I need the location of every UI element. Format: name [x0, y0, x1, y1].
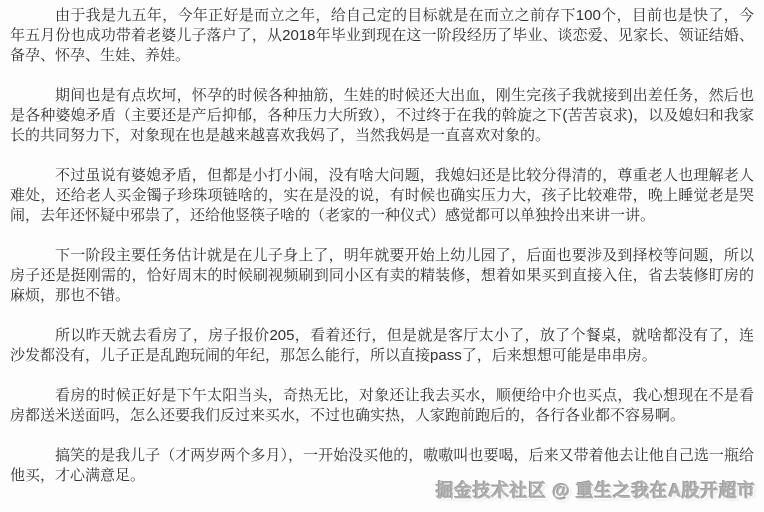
paragraph-5: 所以昨天就去看房了，房子报价205，看着还行，但是就是客厅太小了，放了个餐桌，就啥都没有了，连沙发都没有，儿子正是乱跑玩闹的年纪，那怎么能行，所以直接pass了，后来想想可能是串串房。 — [10, 327, 754, 364]
site-watermark: 掘金技术社区 @ 重生之我在A股开超市 — [435, 481, 756, 501]
paragraph-1: 由于我是九五年，今年正好是而立之年，给自己定的目标就是在而立之前存下100个，目前也是快了，今年五月份也成功带着老婆儿子落户了，从2018年毕业到现在这一阶段经历了毕业、谈恋爱、见家长、领证结婚、备孕、怀孕、生娃、养娃。 — [10, 7, 754, 64]
paragraph-4: 下一阶段主要任务估计就是在儿子身上了，明年就要开始上幼儿园了，后面也要涉及到择校等问题，所以房子还是挺刚需的，恰好周末的时候刷视频刷到同小区有卖的精装修，想着如果买到直接入住，省去装修盯房的麻烦，那也不错。 — [10, 247, 754, 304]
paragraph-3: 不过虽说有婆媳矛盾，但都是小打小闹，没有啥大问题，我媳妇还是比较分得清的，尊重老人也理解老人难处，还给老人买金镯子珍珠项链啥的，实在是没的说，有时候也确实压力大，孩子比较难带，晚上睡觉老是哭闹，去年还怀疑中邪祟了，还给他竖筷子啥的（老家的一种仪式）感觉都可以单独拎出来讲一讲。 — [10, 167, 754, 224]
paragraph-6: 看房的时候正好是下午太阳当头，奇热无比，对象还让我去买水，顺便给中介也买点，我心想现在不是看房都送米送面吗，怎么还要我们反过来买水，不过也确实热，人家跑前跑后的，各行各业都不容易啊。 — [10, 387, 754, 424]
paragraph-7: 搞笑的是我儿子（才两岁两个多月），一开始没买他的，嗷嗷叫也要喝，后来又带着他去让他自己选一瓶给他买，才心满意足。 — [10, 447, 754, 484]
paragraph-2: 期间也是有点坎坷，怀孕的时候各种抽筋，生娃的时候还大出血，刚生完孩子我就接到出差任务，然后也是各种婆媳矛盾（主要还是产后抑郁，各种压力大所致），不过终于在我的斡旋之下(苦苦哀求)，以及媳妇和我家长的共同努力下，对象现在也是越来越喜欢我妈了，当然我妈是一直喜欢对象的。 — [10, 87, 754, 144]
